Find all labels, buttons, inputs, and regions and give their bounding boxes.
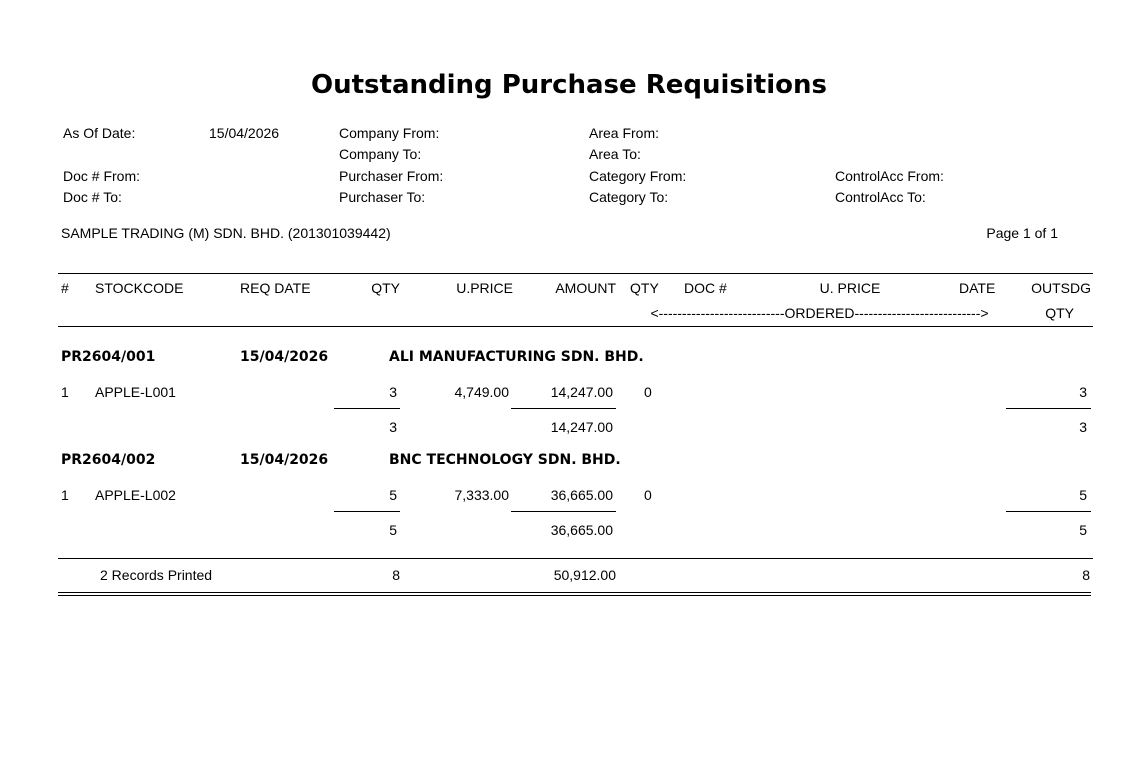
col-num: # (61, 280, 69, 296)
line-num: 1 (61, 487, 69, 503)
page-number: Page 1 of 1 (986, 225, 1058, 241)
col-stockcode: STOCKCODE (95, 280, 184, 296)
col-date: DATE (959, 280, 996, 296)
line-outsdg: 3 (1079, 384, 1087, 400)
subtotal-rule (334, 408, 400, 409)
ordered-banner: <---------------------------ORDERED---------------------------> (650, 305, 989, 321)
header-bottom-rule (58, 326, 1093, 327)
subtotal-qty: 3 (389, 419, 397, 435)
line-qty: 3 (389, 384, 397, 400)
col-amount: AMOUNT (555, 280, 616, 296)
line-amount: 14,247.00 (550, 384, 613, 400)
category-to-label: Category To: (589, 189, 669, 205)
area-from-label: Area From: (589, 125, 660, 141)
subtotal-qty: 5 (389, 522, 397, 538)
totals-double-rule (58, 592, 1091, 593)
line-num: 1 (61, 384, 69, 400)
subtotal-amount: 14,247.00 (550, 419, 613, 435)
line-amount: 36,665.00 (550, 487, 613, 503)
col-uprice: U.PRICE (456, 280, 513, 296)
group-date: 15/04/2026 (240, 349, 329, 365)
header-top-rule (58, 273, 1093, 274)
report-title: Outstanding Purchase Requisitions (311, 70, 827, 100)
area-to-label: Area To: (589, 146, 641, 162)
as-of-date-label: As Of Date: (63, 125, 136, 141)
total-outsdg: 8 (1082, 567, 1090, 583)
line-stockcode: APPLE-L002 (95, 487, 176, 503)
category-from-label: Category From: (589, 168, 687, 184)
col-outsdg-qty: QTY (1045, 305, 1074, 321)
line-uprice: 7,333.00 (454, 487, 509, 503)
totals-top-rule (58, 558, 1093, 559)
col-qty: QTY (371, 280, 400, 296)
subtotal-rule (334, 511, 400, 512)
line-ordered-qty: 0 (644, 487, 652, 503)
line-uprice: 4,749.00 (454, 384, 509, 400)
subtotal-rule (1006, 408, 1091, 409)
totals-double-rule (58, 595, 1091, 596)
subtotal-rule (511, 408, 616, 409)
purchaser-from-label: Purchaser From: (339, 168, 444, 184)
line-ordered-qty: 0 (644, 384, 652, 400)
group-doc-no: PR2604/002 (61, 452, 156, 468)
line-qty: 5 (389, 487, 397, 503)
subtotal-amount: 36,665.00 (550, 522, 613, 538)
total-amount: 50,912.00 (553, 567, 616, 583)
company-name: SAMPLE TRADING (M) SDN. BHD. (201301039442) (61, 225, 391, 241)
total-qty: 8 (392, 567, 400, 583)
col-outsdg: OUTSDG (1031, 280, 1091, 296)
controlacc-from-label: ControlAcc From: (835, 168, 944, 184)
group-date: 15/04/2026 (240, 452, 329, 468)
subtotal-outsdg: 3 (1079, 419, 1087, 435)
as-of-date-value: 15/04/2026 (209, 125, 280, 141)
doc-from-label: Doc # From: (63, 168, 141, 184)
subtotal-outsdg: 5 (1079, 522, 1087, 538)
purchaser-to-label: Purchaser To: (339, 189, 426, 205)
records-printed: 2 Records Printed (100, 567, 213, 583)
controlacc-to-label: ControlAcc To: (835, 189, 926, 205)
col-req-date: REQ DATE (240, 280, 311, 296)
subtotal-rule (1006, 511, 1091, 512)
line-outsdg: 5 (1079, 487, 1087, 503)
company-from-label: Company From: (339, 125, 440, 141)
line-stockcode: APPLE-L001 (95, 384, 176, 400)
col-doc: DOC # (684, 280, 727, 296)
subtotal-rule (511, 511, 616, 512)
doc-to-label: Doc # To: (63, 189, 122, 205)
col-ordered-uprice: U. PRICE (819, 280, 881, 296)
col-ordered-qty: QTY (630, 280, 659, 296)
company-to-label: Company To: (339, 146, 422, 162)
group-doc-no: PR2604/001 (61, 349, 156, 365)
group-supplier: BNC TECHNOLOGY SDN. BHD. (389, 452, 621, 468)
group-supplier: ALI MANUFACTURING SDN. BHD. (389, 349, 644, 365)
